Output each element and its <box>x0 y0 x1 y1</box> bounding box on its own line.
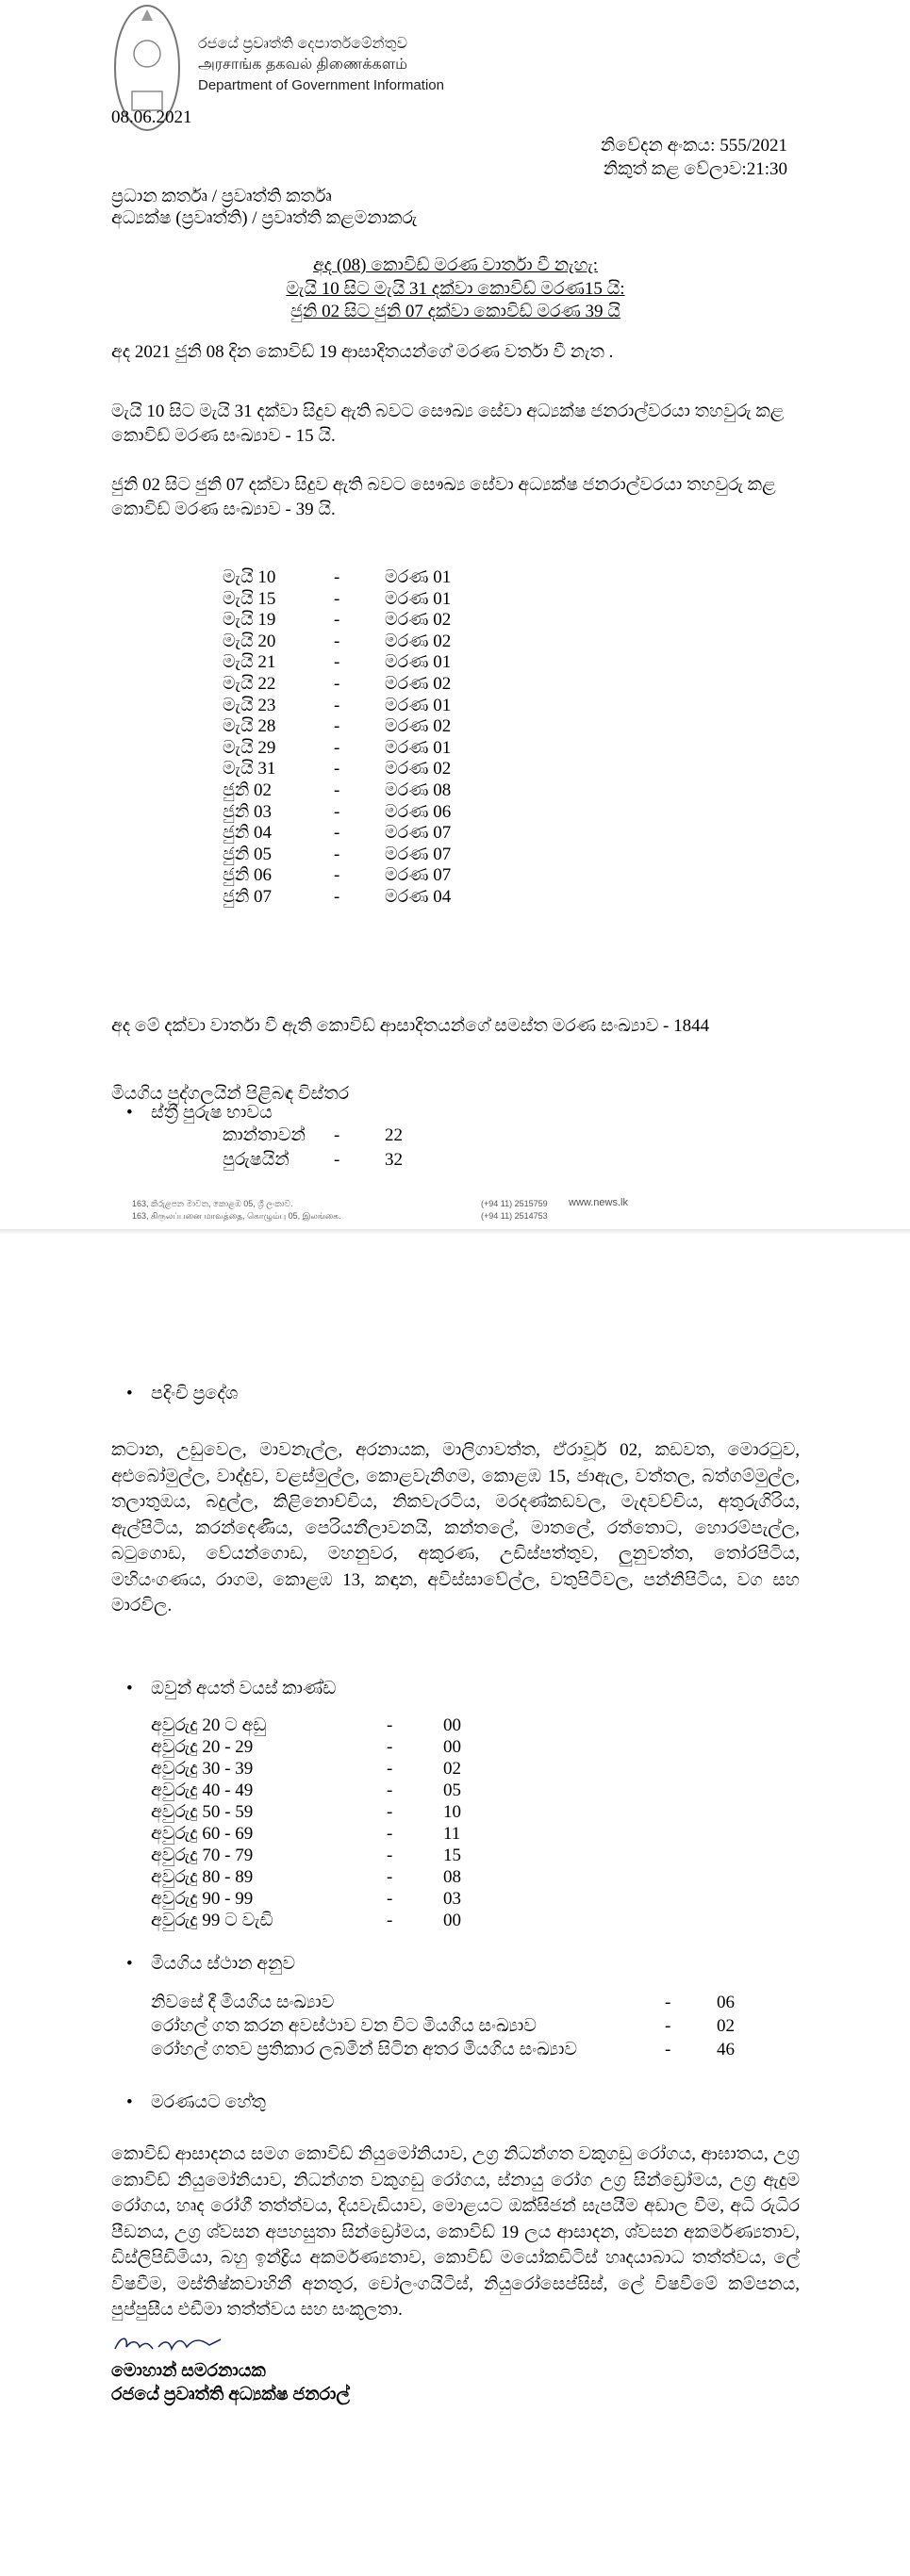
death-date: මැයි 15 <box>223 588 276 609</box>
place-of-death-list <box>151 1992 764 2067</box>
dash: - <box>334 695 340 715</box>
dash: - <box>334 759 340 779</box>
age-group-label: අවුරුදු 60 - 69 <box>151 1824 254 1844</box>
dash: - <box>387 1824 393 1844</box>
dash: - <box>387 1867 393 1887</box>
signatory-title: රජයේ ප්‍රවෘත්ති අධ්‍යක්ෂ ජනරාල් <box>111 2385 350 2404</box>
daily-deaths-list <box>223 566 505 915</box>
dash: - <box>334 631 340 651</box>
date: 08.06.2021 <box>111 107 192 127</box>
age-group-count: 02 <box>443 1759 461 1779</box>
death-count: මරණ 07 <box>385 865 452 886</box>
causes-bullet: • මරණයට හේතු <box>151 2092 266 2113</box>
dash: - <box>665 2016 671 2036</box>
death-count: මරණ 04 <box>385 887 452 907</box>
headline <box>111 254 800 324</box>
headline-line: මැයි 10 සිට මැයි 31 දක්වා කොවිඩ් මරණ15 යි: <box>286 278 625 299</box>
dash: - <box>334 567 340 587</box>
age-group-count: 03 <box>443 1889 461 1909</box>
death-count: මරණ 02 <box>385 610 452 631</box>
dash: - <box>387 1911 393 1930</box>
gender-label: පුරුෂයින් <box>223 1150 290 1170</box>
dash: - <box>334 801 340 822</box>
death-date: ජුනි 06 <box>223 865 273 886</box>
page-break <box>0 1229 910 1235</box>
dept-name-english: Department of Government Information <box>198 77 444 93</box>
issue-time: නිකුත් කළ වේලාව:21:30 <box>603 159 787 179</box>
age-group-label: අවුරුදු 20 - 29 <box>151 1737 254 1757</box>
dash: - <box>334 1150 340 1170</box>
age-group-label: අවුරුදු 20 ට අඩු <box>151 1715 267 1735</box>
department-name <box>198 34 444 96</box>
dash: - <box>334 588 340 609</box>
dash: - <box>387 1802 393 1822</box>
dash: - <box>334 652 340 673</box>
place-label: නිවසේ දී මියගිය සංඛ්‍යාව <box>151 1993 335 2012</box>
age-group-count: 08 <box>443 1867 461 1887</box>
dept-name-tamil: அரசாங்க தகவல் திணைக்களம் <box>198 57 408 73</box>
age-group-count: 00 <box>443 1737 461 1757</box>
phone: (+94 11) 2515759 <box>481 1199 548 1208</box>
death-count: මරණ 02 <box>385 631 452 651</box>
para-may: මැයි 10 සිට මැයි 31 දක්වා සිදුව ඇති බවට සෞඛ්‍ය සේවා අධ්‍යක්ෂ ජනරාල්වරයා තහවුරු කළ කොවිඩ් මරණ සංඛ්‍යාව - 15 යි. <box>111 402 785 446</box>
death-date: මැයි 29 <box>223 737 276 758</box>
headline-line: අද (08) කොවිඩ් මරණ වාර්තා වී නැහැ: <box>312 255 599 275</box>
death-date: මැයි 28 <box>223 716 276 737</box>
death-count: මරණ 02 <box>385 674 452 694</box>
death-date: ජුනි 07 <box>223 887 273 907</box>
details-title: මියගිය පුද්ගලයින් පිළිබඳ විස්තර <box>111 1084 350 1104</box>
death-date: මැයි 23 <box>223 695 276 715</box>
place-count: 02 <box>717 2016 735 2036</box>
death-date: ජුනි 05 <box>223 844 273 864</box>
dash: - <box>387 1715 393 1735</box>
death-count: මරණ 02 <box>385 716 452 737</box>
headline-line: ජුනි 02 සිට ජුනි 07 දක්වා කොවිඩ් මරණ 39 යි <box>290 302 620 321</box>
residence-bullet: • පදිංචි ප්‍රදේශ <box>151 1384 238 1404</box>
place-count: 46 <box>717 2040 735 2059</box>
address-tamil: 163, கிருலப்பனை மாவத்தை, கொழும்பு 05, இலங்கை. <box>132 1211 341 1221</box>
addressee-line: ප්‍රධාන කර්තෘ / ප්‍රවෘත්ති කර්තෘ <box>111 187 332 206</box>
death-count: මරණ 01 <box>385 567 452 587</box>
addressee-line: අධ්‍යක්ෂ (ප්‍රවෘත්ති) / ප්‍රවෘත්ති කළමනාකරු <box>111 208 418 228</box>
death-count: මරණ 01 <box>385 695 452 715</box>
addressee <box>111 186 800 229</box>
dept-name-sinhala: රජයේ ප්‍රවෘත්ති දෙපාර්තමේන්තුව <box>198 36 408 52</box>
gender-label: කාන්තාවන් <box>223 1125 306 1145</box>
age-bullet: • ඔවුන් අයත් වයස් කාණ්ඩ <box>151 1679 336 1699</box>
age-group-label: අවුරුදු 99 ට වැඩි <box>151 1911 273 1930</box>
age-group-count: 05 <box>443 1780 461 1800</box>
dash: - <box>334 737 340 758</box>
death-date: මැයි 10 <box>223 567 276 587</box>
death-date: ජුනි 04 <box>223 823 273 844</box>
place-label: රෝහල් ගත කරන අවස්ථාව වන විට මියගිය සංඛ්‍යාව <box>151 2016 537 2036</box>
age-group-label: අවුරුදු 80 - 89 <box>151 1867 254 1887</box>
death-count: මරණ 01 <box>385 588 452 609</box>
gender-count: 22 <box>385 1125 403 1145</box>
dash: - <box>334 1125 340 1145</box>
death-date: මැයි 22 <box>223 674 276 694</box>
signatory-name: මොහාන් සමරනායක <box>111 2361 266 2381</box>
death-count: මරණ 06 <box>385 801 452 822</box>
para-today: අද 2021 ජුනි 08 දින කොවිඩ් 19 ආසාදිතයන්ගේ මරණ වර්තා වී නැත . <box>111 342 614 362</box>
death-date: ජුනි 02 <box>223 780 273 800</box>
dash: - <box>334 780 340 800</box>
death-count: මරණ 07 <box>385 823 452 844</box>
death-date: මැයි 20 <box>223 631 276 651</box>
place-bullet: • මියගිය ස්ථාන අනුව <box>151 1954 295 1975</box>
dash: - <box>665 2040 671 2059</box>
dash: - <box>334 674 340 694</box>
website: www.news.lk <box>569 1197 628 1208</box>
age-group-list <box>151 1715 528 1941</box>
dash: - <box>387 1759 393 1779</box>
death-count: මරණ 08 <box>385 780 452 800</box>
address-sinhala: 163, කිරුළපන මාවත, කොළඹ 05, ශ්‍රී ලංකාව. <box>132 1199 293 1208</box>
dash: - <box>334 844 340 864</box>
death-count: මරණ 02 <box>385 759 452 779</box>
age-group-count: 11 <box>443 1824 461 1844</box>
age-group-count: 10 <box>443 1802 461 1822</box>
dash: - <box>665 1993 671 2012</box>
age-group-label: අවුරුදු 50 - 59 <box>151 1802 254 1822</box>
fax: (+94 11) 2514753 <box>481 1211 548 1221</box>
dash: - <box>387 1737 393 1757</box>
death-count: මරණ 07 <box>385 844 452 864</box>
gender-count: 32 <box>385 1150 403 1170</box>
age-group-count: 00 <box>443 1715 461 1735</box>
residence-areas: කටාන, උඩුවෙල, මාවනැල්ල, අරනායක, මාලිගාවත්ත, ඒරාවූර් 02, කඩවත, මොරටුව, අළුබෝමුල්ල, වාද්දුව, වළස්මුල්ල, කොළවැනිගම, කොළඹ 15, ජාඇල, වත්තල, බත්ගම්මුල්ල, තලාතුඔය, බදුල්ල, කිළිනොච්චිය, නිකවැරටිය, මරදණ්කඩවල, මැදවච්චිය, අතුරුගිරිය, ඇල්පිටිය, කරන්දෙණිය, පෙරියනීලාවනයි, කන්තලේ, මාතලේ, රත්තොට, හොරම්පැල්ල, බටුගොඩ, වේයන්ගොඩ, මහනුවර, අකුරණ, උඩිස්පත්තුව, ලුනුවත්ත, තෝරපිටිය, මහියංගණය, රාගම, කොළඹ 13, කඳාන, අවිස්සාවේල්ල, වතුපිටිවල, පන්නිපිටිය, වග සහ මාරවිල. <box>111 1440 800 1616</box>
death-date: මැයි 21 <box>223 652 276 673</box>
dash: - <box>334 823 340 844</box>
death-date: ජුනි 03 <box>223 801 273 822</box>
para-june: ජුනි 02 සිට ජුනි 07 දක්වා සිදුව ඇති බවට සෞඛ්‍ය සේවා අධ්‍යක්ෂ ජනරාල්වරයා තහවුරු කළ කොවිඩ් මරණ සංඛ්‍යාව - 39 යි. <box>111 475 776 519</box>
dash: - <box>387 1889 393 1909</box>
age-group-label: අවුරුදු 30 - 39 <box>151 1759 254 1779</box>
total-deaths: අද මේ දක්වා වාර්තා වී ඇති කොවිඩ් ආසාදිතයන්ගේ සමස්ත මරණ සංඛ්‍යාව - 1844 <box>111 1016 710 1036</box>
dash: - <box>334 887 340 907</box>
signature-image <box>111 2332 224 2358</box>
age-group-label: අවුරුදු 90 - 99 <box>151 1889 254 1909</box>
death-date: මැයි 31 <box>223 759 276 779</box>
signatory <box>111 2359 350 2406</box>
dash: - <box>387 1780 393 1800</box>
age-group-count: 15 <box>443 1846 461 1865</box>
age-group-count: 00 <box>443 1911 461 1930</box>
reference-number: නිවේදන අංකය: 555/2021 <box>600 136 787 156</box>
death-count: මරණ 01 <box>385 737 452 758</box>
death-count: මරණ 01 <box>385 652 452 673</box>
age-group-label: අවුරුදු 40 - 49 <box>151 1780 254 1800</box>
death-date: මැයි 19 <box>223 610 276 631</box>
place-count: 06 <box>717 1993 735 2012</box>
age-group-label: අවුරුදු 70 - 79 <box>151 1846 254 1865</box>
gender-list <box>223 1124 505 1177</box>
causes-of-death: කොවිඩ් ආසාදනය සමග කොවිඩ් නියුමෝනියාව, උග්‍ර නිධන්ගත වකුගඩු රෝගය, ආඝාතය, උග්‍ර කොවිඩ් නියුමෝනියාව, නිධන්ගත වකුගඩු රෝගය, ස්නායු රෝග උග්‍ර සින්ඩ්‍රෝමය, උග්‍ර ඇදුම රෝගය, හෘද රෝගී තත්ත්වය, දියවැඩියාව, මොළයට ඔක්සිජන් සැපයීම අඩාල වීම, අධි රුධිර පීඩනය, උග්‍ර ශ්වසන අපහසුතා සින්ඩ්‍රෝමය, කොවිඩ් 19 ලය ආසාදන, ශ්වසන අකර්මණ්‍යතාව, ඩිස්ලිපිඩිමියා, බහු ඉන්ද්‍රිය අකර්මණ්‍යතාව, කොවිඩ් මයෝකඩිටිස් හෘදයාබාධ තත්ත්වය, ලේ විෂවීම, මස්තිෂ්කවාහිනී අනතුර, චෝලංගයිටිස්, නියුරෝසෙප්සිස්, ලේ විෂවීමේ කම්පනය, පුප්පුසීය එඩීමා තත්ත්වය සහ සංකූලතා. <box>111 2144 800 2320</box>
dash: - <box>334 716 340 737</box>
place-label: රෝහල් ගතව ප්‍රතිකාර ලබමින් සිටින අතර මියගිය සංඛ්‍යාව <box>151 2040 578 2059</box>
dash: - <box>334 865 340 886</box>
gender-bullet: • ස්ත්‍රී පුරුෂ භාවය <box>151 1103 273 1124</box>
dash: - <box>334 610 340 631</box>
letterhead-footer <box>132 1182 792 1223</box>
dash: - <box>387 1846 393 1865</box>
